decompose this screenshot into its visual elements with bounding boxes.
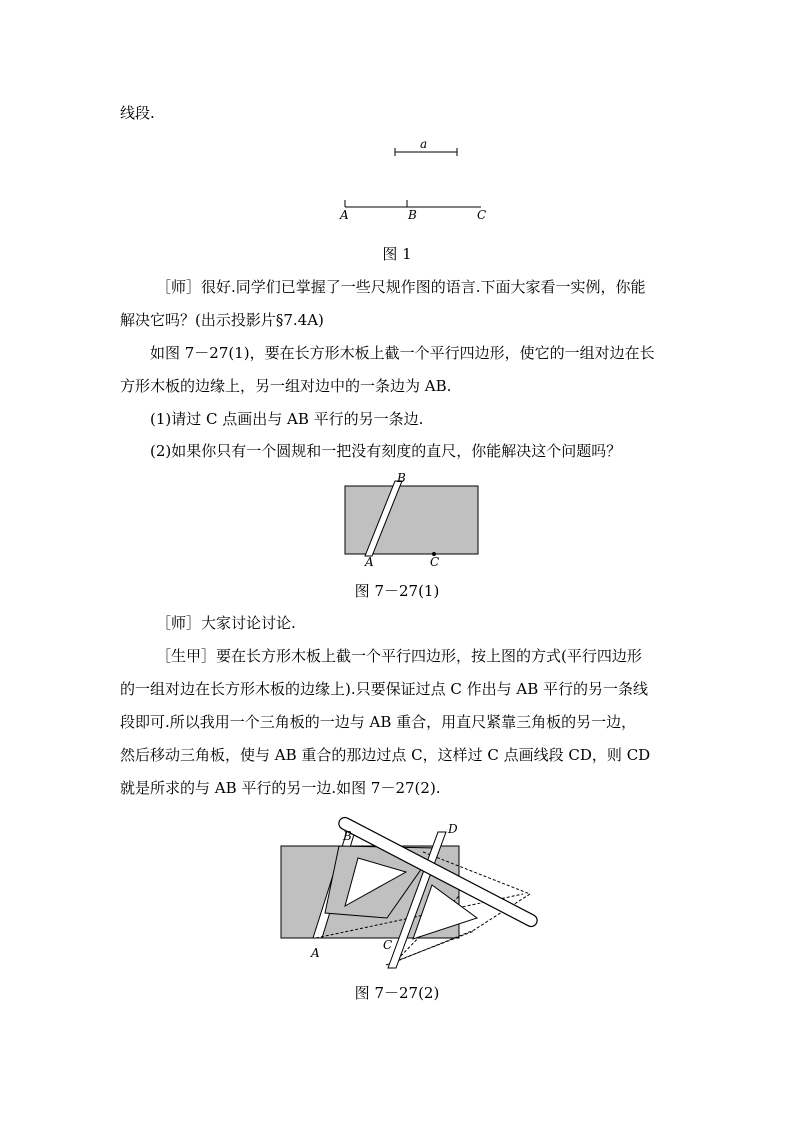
paragraph-problem-line1: 如图 7－27(1)，要在长方形木板上截一个平行四边形，使它的一组对边在长 <box>150 344 655 362</box>
paragraph-teacher-1-line1: ［师］很好.同学们已掌握了一些尺规作图的语言.下面大家看一实例，你能 <box>156 278 646 296</box>
label-B: B <box>397 471 406 485</box>
label-C: C <box>477 208 487 222</box>
paragraph-student-line3: 段即可.所以我用一个三角板的一边与 AB 重合，用直尺紧靠三角板的另一边， <box>120 713 637 731</box>
figure-7-27-1-diagram <box>0 472 794 572</box>
paragraph-teacher-1-line2: 解决它吗？(出示投影片§7.4A) <box>120 311 324 329</box>
paragraph-question-1: (1)请过 C 点画出与 AB 平行的另一条边. <box>150 410 424 428</box>
label-C: C <box>383 938 393 952</box>
paragraph-intro-tail: 线段. <box>120 104 155 122</box>
paragraph-student-line1: ［生甲］要在长方形木板上截一个平行四边形，按上图的方式(平行四边形 <box>156 647 642 665</box>
figure-7-27-2-caption: 图 7－27(2) <box>354 984 440 1002</box>
paragraph-student-line5: 就是所求的与 AB 平行的另一边.如图 7－27(2). <box>120 779 441 797</box>
label-A: A <box>311 946 320 960</box>
label-A: A <box>340 208 349 222</box>
label-B: B <box>408 208 417 222</box>
board-rectangle <box>345 486 478 554</box>
paragraph-problem-line2: 方形木板的边缘上，另一组对边中的一条边为 AB. <box>120 377 452 395</box>
figure-7-27-2-diagram <box>0 810 794 970</box>
paragraph-student-line2: 的一组对边在长方形木板的边缘上).只要保证过点 C 作出与 AB 平行的另一条线 <box>120 680 649 698</box>
label-a: a <box>420 137 428 151</box>
label-A: A <box>365 555 374 569</box>
figure-7-27-1-caption: 图 7－27(1) <box>354 582 440 600</box>
figure-1-diagram <box>0 135 794 230</box>
paragraph-question-2: (2)如果你只有一个圆规和一把没有刻度的直尺，你能解决这个问题吗？ <box>150 442 622 460</box>
paragraph-teacher-2: ［师］大家讨论讨论. <box>156 614 296 632</box>
figure-1-caption: 图 1 <box>382 245 412 263</box>
label-C: C <box>430 555 440 569</box>
label-B: B <box>343 829 352 843</box>
paragraph-student-line4: 然后移动三角板，使与 AB 重合的那边过点 C，这样过 C 点画线段 CD，则 CD <box>120 746 651 764</box>
label-D: D <box>448 822 458 836</box>
